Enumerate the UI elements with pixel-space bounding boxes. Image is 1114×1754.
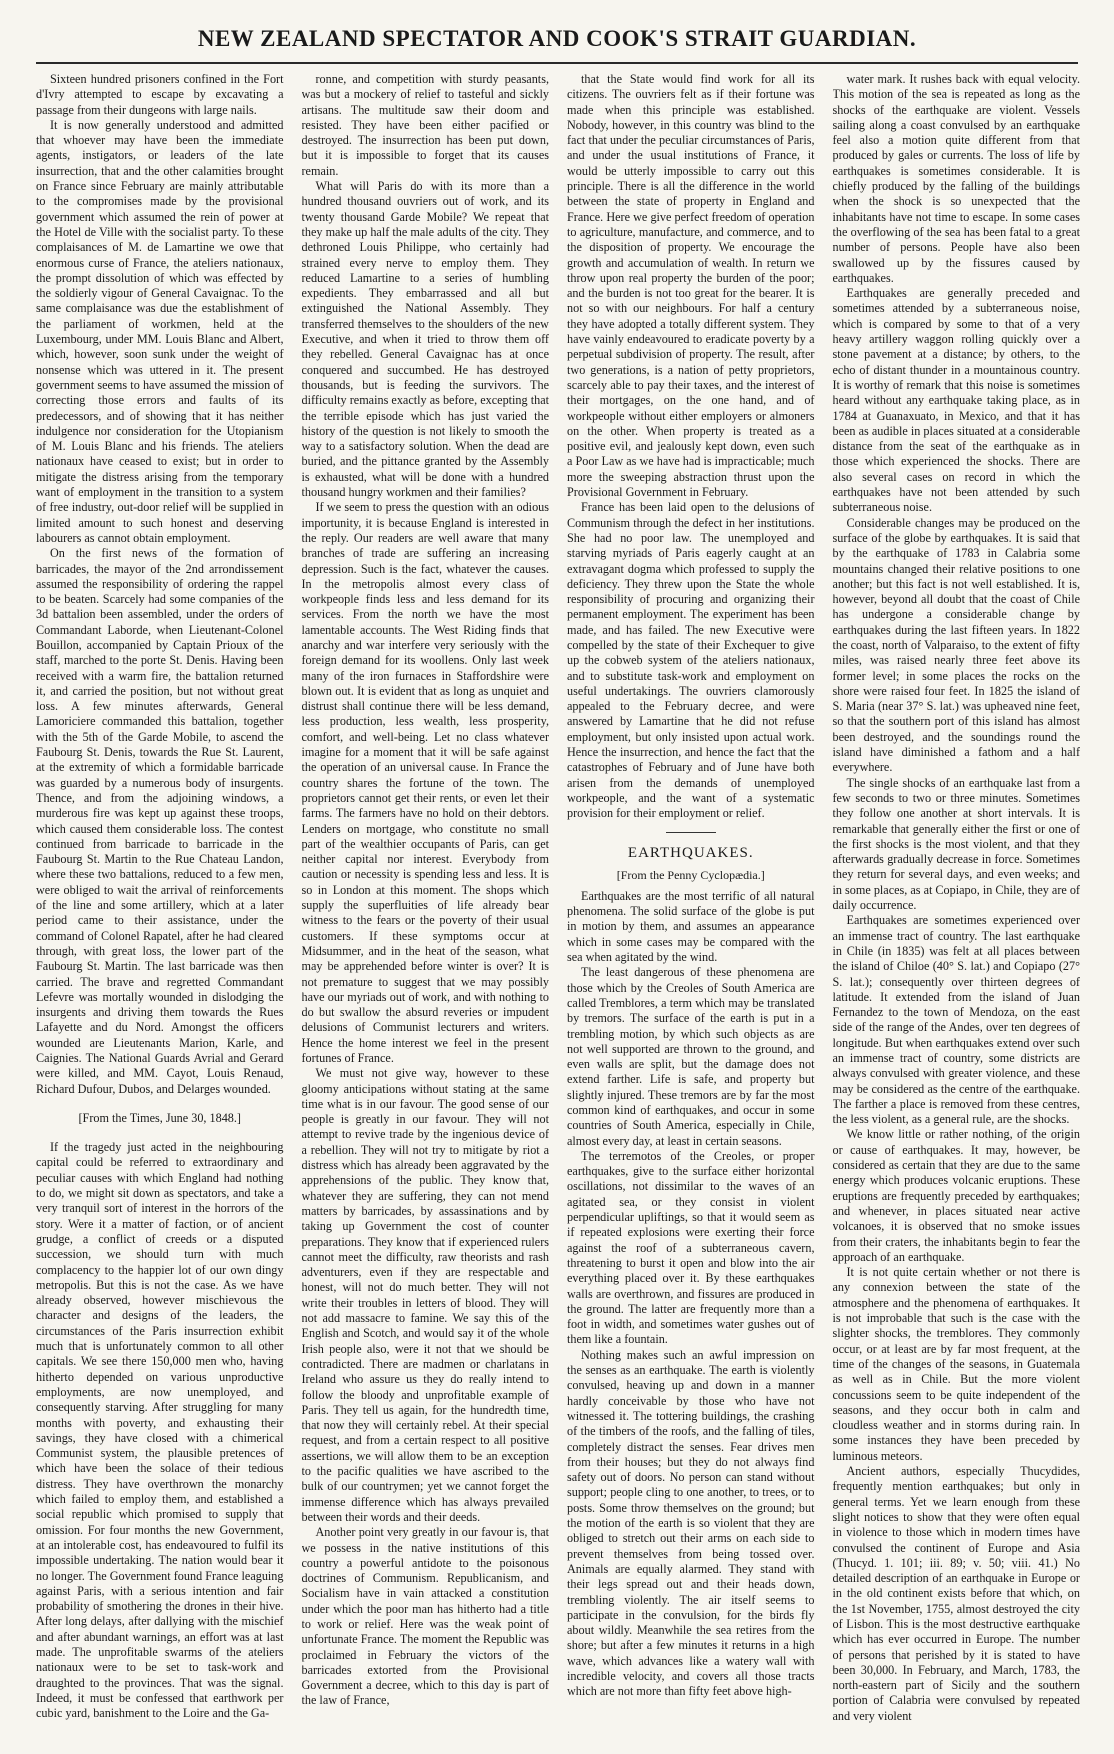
paragraph: If we seem to press the question with an odious importunity, it is because England is interested in the reply. Our readers are well aware that many branches of trade are suffering an increasing depression. Such is the fact, whatever the causes. In the metropolis almost every class of workpeople finds less and less demand for its services. From the north we have the most lamentable accounts. The West Riding finds that anarchy and war interfere very seriously with the foreign demand for its woollens. Only last week many of the iron furnaces in Staffordshire were blown out. It is evident that as long as unquiet and distrust shall continue there will be less demand, less production, less wealth, less prosperity, comfort, and well-being. Let no class whatever imagine for a moment that it will be safe against the operation of an universal cause. In France the country shares the fortune of the town. The proprietors cannot get their rents, or even let their farms. The farmers have no hold on their debtors. Lenders on mortgage, who constitute no small part of the wealthier occupants of Paris, can get neither capital nor interest. Everybody from caution or necessity is spending less and less. It is so in London at this moment. The shops which supply the superfluities of life already bear witness to the fears or the poverty of their usual customers. If these symptoms occur at Midsummer, and in the heat of the season, what may be apprehended before winter is over? It is not premature to suggest that we may possibly have our myriads out of work, and with nothing to do but swallow the absurd reveries or impudent delusions of Communist lecturers and writers. Hence the home interest we feel in the present fortunes of France.: [301, 500, 549, 1065]
column-1: [36, 72, 284, 1736]
column-2: [302, 72, 550, 1736]
paragraph: The single shocks of an earthquake last from a few seconds to two or three minutes. Sometimes they follow one another at short intervals. It is remarkable that generally either the first or one of the first shocks is the most violent, and that they afterwards gradually decrease in force. Sometimes they return for several days, and even weeks; and in some places, as at Copiapo, in Chile, they are of daily occurrence.: [832, 775, 1080, 913]
source-line: [From the Penny Cyclopædia.]: [616, 867, 765, 882]
paragraph: We know little or rather nothing, of the origin or cause of earthquakes. It may, however, be considered as certain that they are due to the same energy which produces volcanic eruptions. These eruptions are frequently preceded by earthquakes; and whenever, in places situated near active volcanoes, it is observed that no smoke issues from their craters, the inhabitants begin to fear the approach of an earthquake.: [832, 1127, 1080, 1264]
paragraph: Earthquakes are the most terrific of all natural phenomena. The solid surface of the globe is put in motion by them, and assumes an appearance which in some cases may be compared with the sea when agitated by the wind.: [567, 888, 815, 965]
paragraph: Earthquakes are sometimes experienced over an immense tract of country. The last earthquake in Chile (in 1835) was felt at all places between the island of Chiloe (40° S. lat.) and Copiapo (27° S. lat.); consequently over thirteen degrees of latitude. It extended from the island of Juan Fernandez to the town of Mendoza, on the east side of the range of the Andes, over ten degrees of longitude. But when earthquakes extend over such an immense tract of country, some districts are always convulsed with greater violence, and these may be considered as the centre of the earthquake. The farther a place is removed from these centres, the less violent, as a general rule, are the shocks.: [832, 913, 1080, 1127]
section-divider: [666, 832, 716, 833]
paragraph: What will Paris do with its more than a hundred thousand ouvriers out of work, and its twenty thousand Garde Mobile? We repeat that they make up half the male adults of the city. They dethroned Louis Philippe, who certainly had strained every nerve to employ them. They reduced Lamartine to a series of humbling expedients. They embarrassed and all but extinguished the National Assembly. They transferred themselves to the shoulders of the new Executive, and when it tried to throw them off they rebelled. General Cavaignac has at once conquered and succumbed. He has destroyed thousands, but is feeding the survivors. The difficulty remains exactly as before, excepting that the terrible episode which has just varied the history of the question is not likely to smooth the way to a satisfactory solution. When the dead are buried, and the pittance granted by the Assembly is exhausted, what will be done with a hundred thousand hungry workmen and their families?: [301, 179, 549, 500]
section-heading: EARTHQUAKES.: [627, 844, 754, 861]
paragraph: water mark. It rushes back with equal velocity. This motion of the sea is repeated as long as the shocks of the earthquake are violent. Vessels sailing along a coast convulsed by an earthquake feel also a motion quite different from that produced by gales or currents. The loss of life by earthquakes is sometimes considerable. It is chiefly produced by the falling of the buildings when the shock is so unexpected that the inhabitants have not time to escape. In some cases the overflowing of the sea has been fatal to a great number of persons. People have also been swallowed up by the fissures caused by earthquakes.: [832, 72, 1080, 285]
paragraph: It is not quite certain whether or not there is any connexion between the state of the atmosphere and the phenomena of earthquakes. It is not improbable that such is the case with the slighter shocks, the tremblores. They commonly occur, or at least are by far most frequent, at the time of the changes of the seasons, in Guatemala as well as in Chile. But the more violent concussions seem to be quite independent of the seasons, and they occur both in calm and cloudless weather and in storms during rain. In some instances they have been preceded by luminous meteors.: [832, 1265, 1080, 1463]
paragraph: Earthquakes are generally preceded and sometimes attended by a subterraneous noise, which is compared by some to that of a very heavy artillery waggon rolling quickly over a stone pavement at a distance; by others, to the echo of distant thunder in a mountainous country. It is worthy of remark that this noise is sometimes heard without any earthquake taking place, as in 1784 at Guanaxuato, in Mexico, and that it has been as audible in places situated at a considerable distance from the seat of the earthquake as in those which experienced the shocks. There are also several cases on record in which the earthquakes have not been attended by such subterraneous noise.: [832, 286, 1080, 515]
source-line: [From the Times, June 30, 1848.]: [78, 1110, 241, 1125]
masthead-title: NEW ZEALAND SPECTATOR AND COOK'S STRAIT GUARDIAN.: [197, 26, 917, 51]
columns: [36, 72, 1080, 1736]
column-3: [567, 72, 815, 1736]
paragraph: It is now generally understood and admitted that whoever may have been the immediate agents, instigators, or leaders of the late insurrection, that and the other calamities brought on France since February are mainly attributable to the compromises made by the provisional government which assumed the rein of power at the Hotel de Ville with the socialist party. To these complaisances of M. de Lamartine we owe that enormous curse of France, the ateliers nationaux, the prompt dissolution of which was effected by the soldierly vigour of General Cavaignac. To the same complaisance was due the establishment of the parliament of workmen, held at the Luxembourg, under MM. Louis Blanc and Albert, which, however, soon sunk under the weight of nonsense which was uttered in it. The present government seems to have assumed the mission of correcting those errors and faults of its predecessors, and of showing that it has neither indulgence nor consideration for the Utopianism of M. Louis Blanc and his friends. The ateliers nationaux have ceased to exist; but in order to mitigate the distress arising from the temporary want of employment in the transition to a system of free industry, out-door relief will be supplied in limited amount to such honest and deserving labourers as cannot obtain employment.: [36, 117, 284, 545]
paragraph: The least dangerous of these phenomena are those which by the Creoles of South America are called Tremblores, a term which may be translated by tremors. The surface of the earth is put in a trembling motion, by which such objects as are not well supported are thrown to the ground, and even walls are split, but the damage does not extend farther. Life is safe, and property but slightly injured. These tremors are by far the most common kind of earthquakes, and occur in some countries of South America, especially in Chile, almost every day, at least in certain seasons.: [567, 965, 815, 1148]
paragraph: The terremotos of the Creoles, or proper earthquakes, give to the surface either horizontal oscillations, not dissimilar to the waves of an agitated sea, or they consist in violent perpendicular upliftings, so that it would seem as if repeated explosions were exerting their force against the roof of a subterraneous cavern, threatening to burst it open and blow into the air everything placed over it. By these earthquakes walls are overthrown, and fissures are produced in the ground. The latter are frequently more than a foot in width, and sometimes water gushes out of them like a fountain.: [567, 1148, 815, 1347]
paragraph: ronne, and competition with sturdy peasants, was but a mockery of relief to tasteful and sickly artisans. The multitude saw their doom and resisted. They have been either pacified or destroyed. The insurrection has been put down, but it is impossible to forget that its causes remain.: [301, 72, 549, 178]
paragraph: Considerable changes may be produced on the surface of the globe by earthquakes. It is said that by the earthquake of 1783 in Calabria some mountains changed their relative positions to one another; but this fact is not well established. It is, however, beyond all doubt that the coast of Chile has undergone a considerable change by earthquakes during the last fifteen years. In 1822 the coast, north of Valparaiso, to the extent of fifty miles, was raised nearly three feet above its former level; in some places the rocks on the shore were raised four feet. In 1825 the island of S. Maria (near 37° S. lat.) was upheaved nine feet, so that the southern port of this island has almost been destroyed, and the soundings round the island have diminished a fathom and a half everywhere.: [832, 515, 1080, 775]
paragraph: Nothing makes such an awful impression on the senses as an earthquake. The earth is violently convulsed, heaving up and down in a manner hardly conceivable by those who have not witnessed it. The tottering buildings, the crashing of the timbers of the roofs, and the falling of tiles, completely distract the senses. Fear drives men from their houses; but they do not always find safety out of doors. No person can stand without support; people cling to one another, to trees, or to posts. Some throw themselves on the ground; but the motion of the earth is so violent that they are obliged to stretch out their arms on each side to prevent themselves from being tossed over. Animals are equally alarmed. They stand with their legs spread out and their heads down, trembling violently. The air itself seems to participate in the convulsion, for the birds fly about wildly. Meanwhile the sea retires from the shore; but after a few minutes it returns in a high wave, which advances like a watery wall with incredible velocity, and covers all those tracts which are not more than fifty feet above high-: [567, 1347, 815, 1699]
column-4: [833, 72, 1081, 1736]
paragraph: France has been laid open to the delusions of Communism through the defect in her institutions. She had no poor law. The unemployed and starving myriads of Paris eagerly caught at an extravagant dogma which professed to supply the deficiency. They threw upon the State the whole responsibility of procuring and organizing their permanent employment. The experiment has been made, and has failed. The new Executive were compelled by the state of their Exchequer to give up the cobweb system of the ateliers nationaux, and to substitute task-work and employment on useful undertakings. The ouvriers clamorously appealed to the February decree, and were answered by Lamartine that he did not refuse employment, but only insisted upon actual work. Hence the insurrection, and hence the fact that the catastrophes of February and of June have both arisen from the demands of unemployed workpeople, and the want of a systematic provision for their employment or relief.: [567, 500, 815, 821]
masthead-rule: [36, 62, 1078, 64]
paragraph: We must not give way, however to these gloomy anticipations without stating at the same time what is in our favour. The good sense of our people is greatly in our favour. They will not attempt to revive trade by the ingenious device of a rebellion. They will not try to mitigate by riot a distress which has already been aggravated by the apprehensions of the public. They know that, whatever they are suffering, they can not mend matters by barricades, by assassinations and by taking up Government the cost of counter preparations. They know that if experienced rulers cannot meet the difficulty, raw theorists and rash adventurers, even if they are respectable and honest, will not do much better. They will not write their troubles in letters of blood. They will not add massacre to famine. We say this of the English and Scotch, and would say it of the whole Irish people also, were it not that we should be contradicted. There are madmen or charlatans in Ireland who assure us they do really intend to follow the bloody and unprofitable example of Paris. They tell us again, for the hundredth time, that now they will certainly rebel. At their special request, and from a certain respect to all positive assertions, we will allow them to be an exception to the pacific qualities we have ascribed to the bulk of our countrymen; yet we cannot forget the immense difference which has always prevailed between their words and their deeds.: [301, 1066, 549, 1524]
paragraph: Ancient authors, especially Thucydides, frequently mention earthquakes; but only in general terms. Yet we learn enough from these slight notices to show that they were often equal in violence to those which in modern times have convulsed the continent of Europe and Asia (Thucyd. 1. 101; iii. 89; v. 50; viii. 41.) No detailed description of an earthquake in Europe or in the old continent exists before that which, on the 1st November, 1755, almost destroyed the city of Lisbon. This is the most destructive earthquake which has ever occurred in Europe. The number of persons that perished by it is stated to have been 30,000. In February, and March, 1783, the north-eastern part of Sicily and the southern portion of Calabria were convulsed by repeated and very violent: [832, 1464, 1080, 1723]
paragraph: Another point very greatly in our favour is, that we possess in the native institutions of this country a powerful antidote to the poisonous doctrines of Communism. Republicanism, and Socialism have in vain attacked a constitution under which the poor man has hitherto had a title to work or relief. Here was the weak point of unfortunate France. The moment the Republic was proclaimed in February the victors of the barricades extorted from the Provisional Government a decree, which to this day is part of the law of France,: [301, 1525, 549, 1708]
paragraph: On the first news of the formation of barricades, the mayor of the 2nd arrondissement assumed the responsibility of ordering the rappel to be beaten. Scarcely had some companies of the 3d battalion been assembled, under the orders of Commandant Laborde, when Lieutenant-Colonel Bouillon, accompanied by Captain Prioux of the staff, marched to the porte St. Denis. Having been received with a warm fire, the battalion returned it, and carried the position, but not without great loss. A few minutes afterwards, General Lamoriciere commanded this battalion, together with the 5th of the Garde Mobile, to ascend the Faubourg St. Denis, towards the Rue St. Laurent, at the extremity of which a formidable barricade was guarded by a numerous body of insurgents. Thence, and from the adjoining windows, a murderous fire was kept up against these troops, which caused them considerable loss. The contest continued from barricade to barricade in the Faubourg St. Martin to the Rue Chateau Landon, where these two battalions, reduced to a few men, were obliged to wait the arrival of reinforcements of the line and some artillery, which at a later period came to their assistance, under the command of Colonel Rapatel, after he had cleared through, with great loss, the lower part of the Faubourg St. Martin. The last barricade was then carried. The brave and regretted Commandant Lefevre was mortally wounded in dislodging the insurgents and driving them towards the Rues Lafayette and du Nord. Amongst the officers wounded are Lieutenants Marion, Karle, and Caignies. The National Guards Avrial and Gerard were killed, and MM. Cayot, Louis Renaud, Richard Dufour, Dubos, and Delarges wounded.: [36, 546, 284, 1096]
paragraph: that the State would find work for all its citizens. The ouvriers felt as if their fortune was made when this principle was established. Nobody, however, in this country was blind to the fact that under the peculiar circumstances of Paris, and under the usual institutions of France, it would be utterly impossible to carry out this principle. There is all the difference in the world between the state of property in England and France. Here we give perfect freedom of operation to agriculture, manufacture, and commerce, and to the disposition of property. We encourage the growth and accumulation of wealth. In return we throw upon real property the burden of the poor; and the burden is not too great for the bearer. It is not so with our neighbours. For half a century they have adopted a totally different system. They have vainly endeavoured to eradicate poverty by a perpetual subdivision of property. The result, after two generations, is a nation of petty proprietors, scarcely able to pay their taxes, and the interest of their mortgages, on the one hand, and of workpeople without either employers or almoners on the other. When property is treated as a positive evil, and jealously kept down, even such a Poor Law as we have had is impracticable; much more the sweeping abstraction thrust upon the Provisional Government in February.: [567, 72, 815, 500]
paragraph: Sixteen hundred prisoners confined in the Fort d'Ivry attempted to escape by excavating a passage from their dungeons with large nails.: [36, 72, 284, 117]
paragraph: If the tragedy just acted in the neighbouring capital could be referred to extraordinary and peculiar causes with which England had nothing to do, we might sit down as spectators, and take a very tranquil sort of interest in the horrors of the story. Were it a matter of faction, or of ancient grudge, a conflict of creeds or a disputed succession, we should turn with much complacency to the happier lot of our own dingy metropolis. But this is not the case. As we have already observed, however mischievous the character and designs of the leaders, the circumstances of the Paris insurrection exhibit much that is unfortunately common to all other capitals. We see there 150,000 men who, having hitherto depended on various unproductive employments, are now unemployed, and consequently starving. After struggling for many months with poverty, and exhausting their savings, they have closed with a chimerical Communist system, the plausible pretences of which have been the solace of their tedious distress. They have overthrown the monarchy which failed to employ them, and established a social republic which promised to supply that omission. For four months the new Government, at an intolerable cost, has endeavoured to fulfil its impossible undertaking. The nation would bear it no longer. The Government found France leaguing against Paris, with a serious intention and fair probability of smothering the drones in their hive. After long delays, after dallying with the mischief and after abundant warnings, an effort was at last made. The unprofitable swarms of the ateliers nationaux were to be set to task-work and draughted to the provinces. That was the signal. Indeed, it must be confessed that earthwork per cubic yard, banishment to the Loire and the Ga-: [36, 1140, 284, 1721]
